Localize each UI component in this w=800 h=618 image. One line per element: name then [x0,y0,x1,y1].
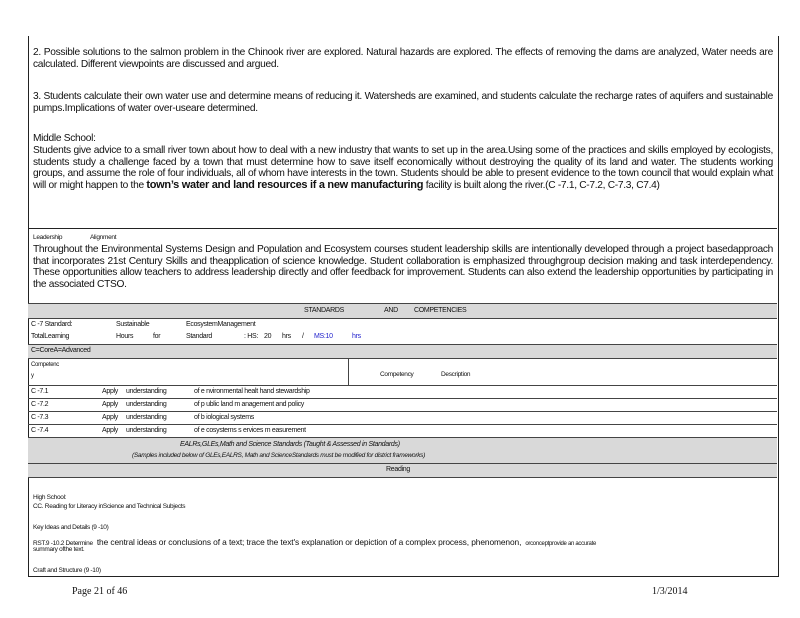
craft-structure-label: Craft and Structure (9 -10) [33,567,101,574]
column-divider [348,359,349,386]
hs-label: : HS: [244,333,259,340]
competency-id: C -7.2 [31,401,49,408]
for-word: for [153,333,161,340]
reading-label: Reading [386,466,410,473]
competency-row [28,386,777,399]
middle-school-body [33,145,773,191]
standard-title-1: Sustainable [116,321,150,328]
footer-date: 1/3/2014 [652,586,688,597]
leadership-body: Throughout the Environmental Systems Design and Population and Ecosystem courses student leadership skills are intentionally developed through a project basedapproach that incorporates 21st Century Skills and theapplication of science knowledge. Student collaboration is emphasized throughgroup decision making and task interdependency. These opportunities allow teachers to address leadership directly and offer feedback for improvement. Students can also extend the leadership opportunities by participating in the associated CTSO. [33,244,773,290]
ms-body-tail: facility is built along the river.(C -7.1, C-7.2, C-7.3, C7.4) [425,179,660,191]
ms-body-text: Students give advice to a small river town about how to deal with a new industry that wants to set up in the area.Using some of the practices and skills employed by ecologists, students study a challenge faced by a town that must determine how to save itself economically without destroying the quality of its land and water. The students working groups, and assume the role of four individuals, all of whom have interests in the town. Students should be able to present evidence to the town council that would explain what will or might happen to the [33,145,773,191]
middle-school-heading: Middle School: [33,133,96,144]
paragraph-3: 3. Students calculate their own water use and determine means of reducing it. Watersheds are examined, and students calculate the recharge rates of aquifers and sustainable pumps.Implications of water over-useare determined. [33,91,773,114]
standard-info-row [28,318,777,345]
competency-header-row [28,359,777,386]
ms-hours: MS:10 [314,333,333,340]
competency-row [28,425,777,438]
competency-understanding: understanding [126,427,167,434]
competency-verb: Apply [102,414,119,421]
standard-label: C -7 Standard: [31,321,73,328]
section-divider [28,228,777,229]
rst-text: the central ideas or conclusions of a text; trace the text's explanation or depiction of a complex process, phenomenon, [96,537,522,547]
competency-verb: Apply [102,401,119,408]
competency-verb: Apply [102,427,119,434]
hrs-label-2: hrs [352,333,361,340]
competency-understanding: understanding [126,388,167,395]
competency-id: C -7.1 [31,388,49,395]
ealrs-line-2: (Samples included below of GLEs,EALRS, Math and ScienceStandards must be modified for district frameworks) [132,452,425,459]
competency-text: of p ublic land m anagement and policy [194,401,305,408]
competency-row [28,399,777,412]
paragraph-2: 2. Possible solutions to the salmon problem in the Chinook river are explored. Natural hazards are explored. The effects of removing the dams are analyzed, Water needs are calculated. Different viewpoints are discussed and argued. [33,47,773,70]
competency-verb: Apply [102,388,119,395]
key-ideas-label: Key Ideas and Details (9 -10) [33,524,109,531]
standard-word: Standard [186,333,213,340]
hrs-label-1: hrs [282,333,291,340]
summary-label: summary ofthe text. [33,546,85,553]
standard-title-2: EcosystemManagement [186,321,256,328]
alignment-label: Alignment [90,234,117,241]
standards-header: STANDARDS [304,307,344,314]
rst-tail: orconceptprovide an accurate [525,541,596,547]
competency-text: of b iological systems [194,414,254,421]
description-column: Competency [380,371,414,378]
competency-column-2: y [31,373,34,379]
description-column-2: Description [441,371,471,378]
slash: / [302,333,304,340]
competency-text: of e nvironmental healt hand stewardship [194,388,310,395]
and-header: AND [384,307,398,314]
competency-row [28,412,777,425]
ealrs-row [28,438,777,464]
hours-word: Hours [116,333,134,340]
high-school-label: High School: [33,494,67,501]
competency-text: of e cosystems s ervices m easurement [194,427,306,434]
rst-line [33,532,778,550]
competency-understanding: understanding [126,414,167,421]
ms-body-bold: town’s water and land resources if a new manufacturing [146,178,424,191]
competency-id: C -7.4 [31,427,49,434]
core-advanced-row [28,345,777,359]
rst-label: RST.9 -10.2 Determine [33,540,93,547]
standards-header-row [28,303,777,319]
competencies-header: COMPETENCIES [414,307,467,314]
total-learning-label: TotalLearning [31,333,70,340]
reading-row [28,464,777,478]
ealrs-line-1: EALRs,GLEs,Math and Science Standards (Taught & Assessed in Standards) [180,441,400,448]
competency-understanding: understanding [126,401,167,408]
competency-column: Competenc [31,362,59,368]
hs-value: 20 [264,333,272,340]
cc-reading-label: CC. Reading for Literacy inScience and Technical Subjects [33,503,186,510]
competency-id: C -7.3 [31,414,49,421]
leadership-label: Leadership [33,234,63,241]
page-number: Page 21 of 46 [72,586,128,597]
core-advanced-legend: C=CoreA=Advanced [31,347,91,354]
